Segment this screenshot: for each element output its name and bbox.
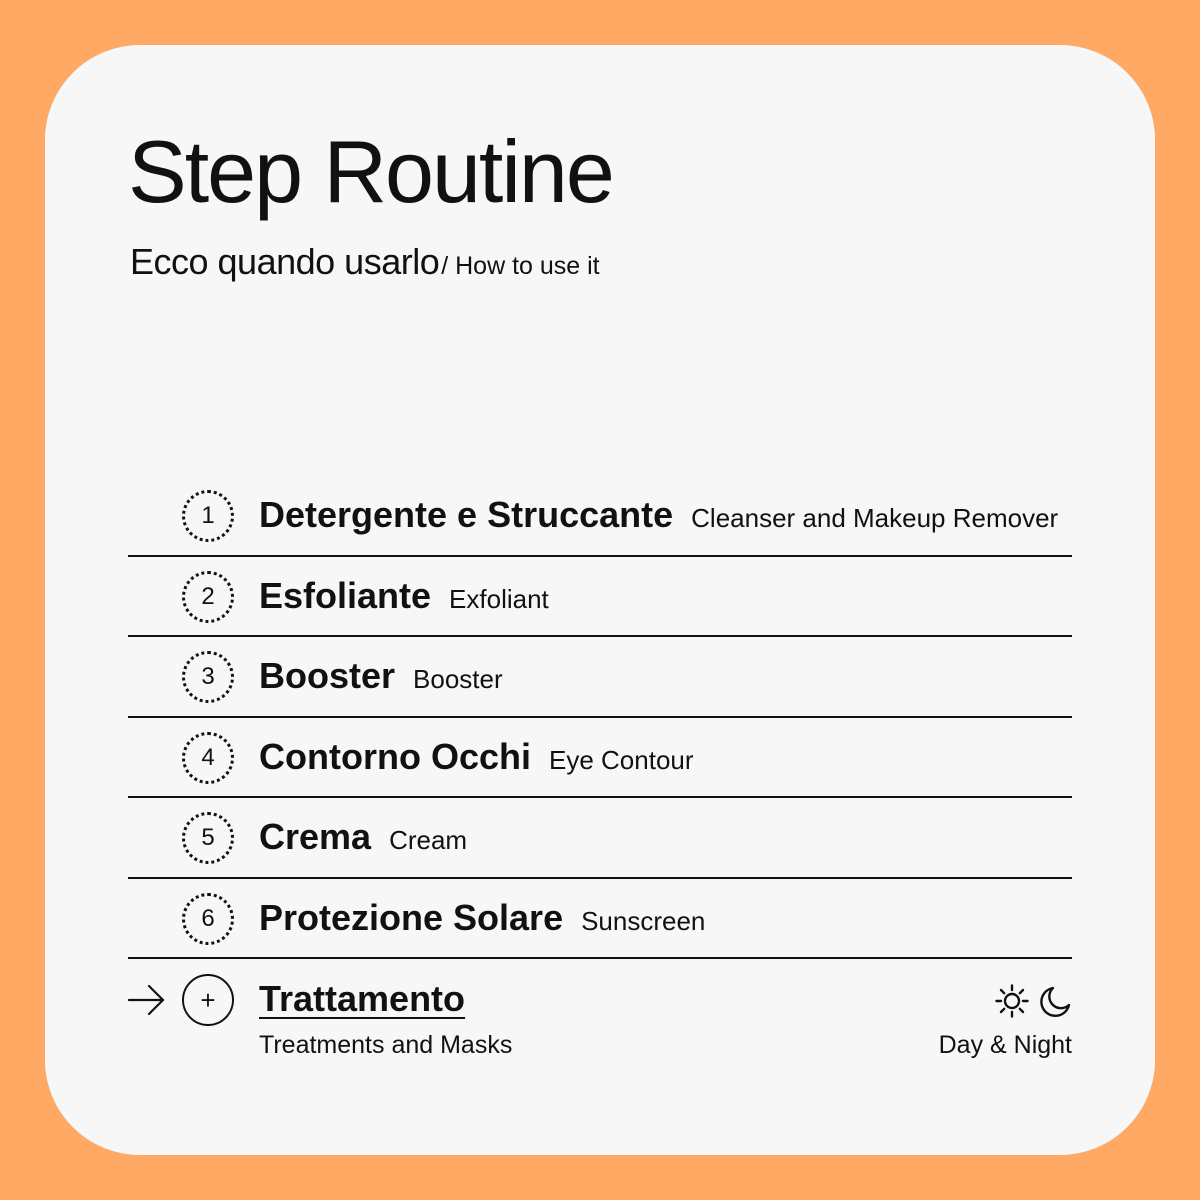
step-name-italian: Contorno Occhi xyxy=(259,735,531,777)
steps-list xyxy=(128,476,1072,959)
step-name-italian: Protezione Solare xyxy=(259,896,564,938)
step-text xyxy=(259,655,503,696)
step-text xyxy=(259,494,1059,535)
step-name-italian: Booster xyxy=(259,655,396,696)
sun-icon xyxy=(995,984,1029,1018)
day-night-label: Day & Night xyxy=(938,1031,1072,1059)
page-title: Step Routine xyxy=(128,122,613,221)
plus-icon: + xyxy=(182,974,234,1026)
page-subtitle xyxy=(130,241,600,282)
step-name-english: Sunscreen xyxy=(581,905,706,936)
step-text xyxy=(259,574,549,616)
step-name-english: Exfoliant xyxy=(449,583,549,614)
step-number-badge: 1 xyxy=(182,490,234,542)
step-row xyxy=(128,476,1072,557)
step-name-english: Booster xyxy=(413,664,503,694)
step-row xyxy=(128,557,1072,638)
subtitle-english: / How to use it xyxy=(441,252,600,280)
step-name-italian: Detergente e Struccante xyxy=(259,494,674,535)
step-name-english: Eye Contour xyxy=(549,744,694,775)
step-name-italian: Esfoliante xyxy=(259,574,432,616)
moon-icon xyxy=(1038,985,1072,1019)
step-name-italian: Crema xyxy=(259,816,372,857)
step-row xyxy=(128,718,1072,799)
step-number-badge: 6 xyxy=(182,893,234,945)
step-row xyxy=(128,798,1072,879)
arrow-right-icon xyxy=(128,984,166,1016)
treatment-name-english: Treatments and Masks xyxy=(259,1031,513,1059)
step-number-badge: 4 xyxy=(182,732,234,784)
step-number-badge: 2 xyxy=(182,571,234,623)
step-text xyxy=(259,816,468,857)
step-row xyxy=(128,879,1072,960)
step-divider xyxy=(128,957,1072,959)
subtitle-italian: Ecco quando usarlo xyxy=(130,241,440,282)
step-name-english: Cream xyxy=(389,825,468,855)
step-row xyxy=(128,637,1072,718)
step-text xyxy=(259,896,706,938)
step-number-badge: 5 xyxy=(182,812,234,864)
step-number-badge: 3 xyxy=(182,651,234,703)
step-name-english: Cleanser and Makeup Remover xyxy=(691,503,1059,533)
treatment-name-italian: Trattamento xyxy=(259,978,466,1019)
step-text xyxy=(259,735,694,777)
